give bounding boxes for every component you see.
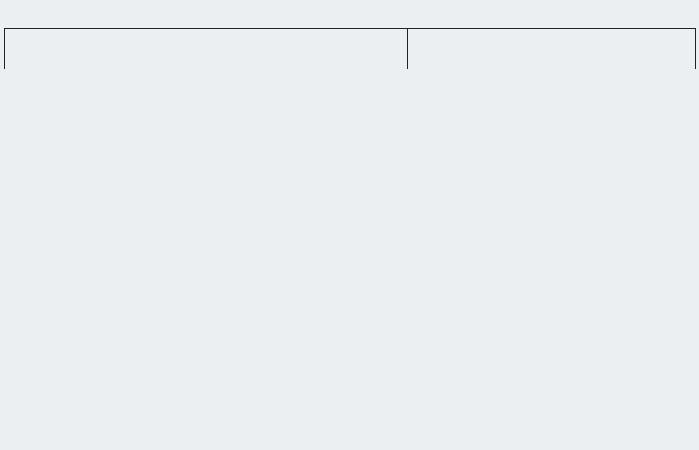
- oval-length-table: [4, 28, 696, 69]
- corner-header: [5, 29, 408, 70]
- b-column-header: [408, 29, 696, 70]
